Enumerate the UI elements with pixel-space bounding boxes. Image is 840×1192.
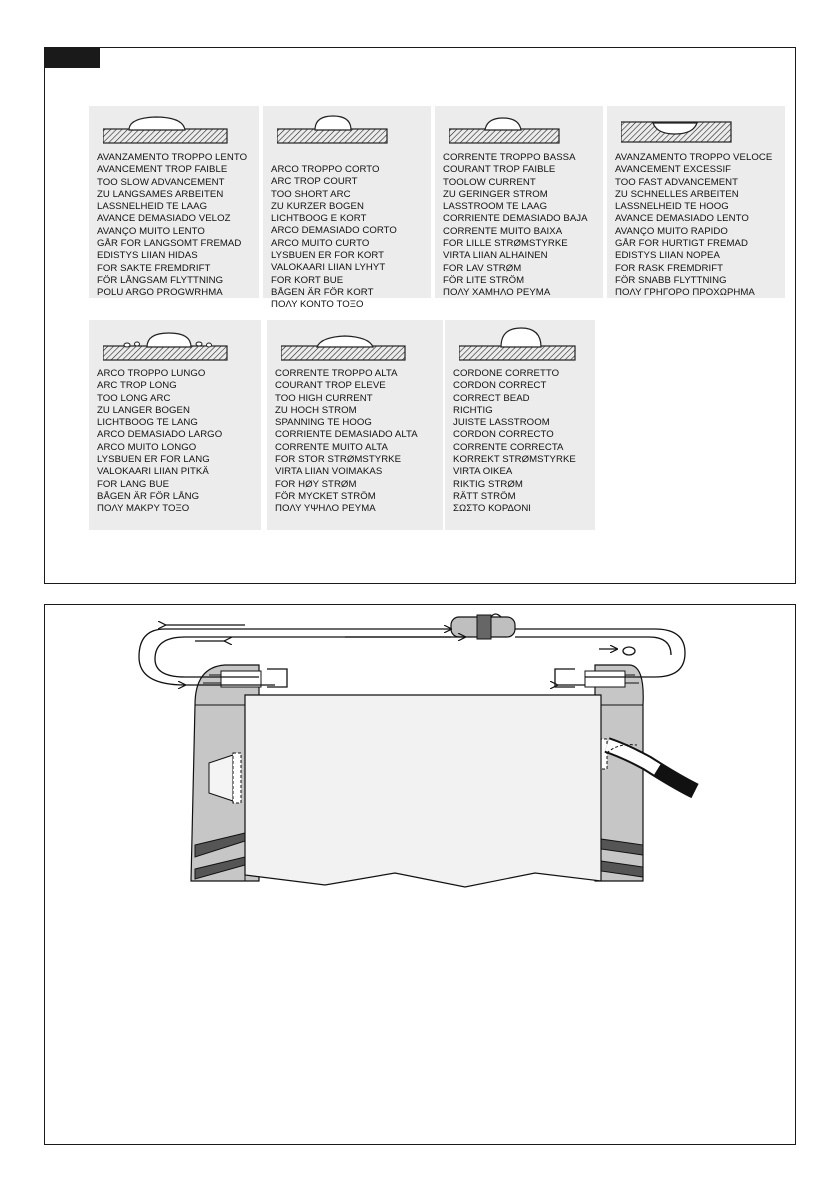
line: RICHTIG [453, 404, 493, 416]
line: LASSNELHEID TE HOOG [615, 201, 729, 213]
line: LYSBUEN ER FOR KORT [271, 250, 385, 262]
line: TOO SHORT ARC [271, 188, 351, 200]
text-lines [615, 152, 772, 300]
line: TOOLOW CURRENT [443, 176, 536, 188]
line: ARCO TROPPO CORTO [271, 164, 380, 175]
machine-front-panel [245, 695, 601, 887]
bead-fast-advancement-icon [621, 114, 751, 144]
line: TOO HIGH CURRENT [275, 392, 373, 404]
cable-clamp [451, 615, 515, 639]
line: AVANÇO MUITO LENTO [97, 225, 205, 237]
line: CORRENTE CORRECTA [453, 441, 564, 453]
line: COURANT TROP ELEVE [275, 380, 386, 392]
line: JUISTE LASSTROOM [453, 417, 550, 429]
line: VIRTA OIKEA [453, 466, 513, 478]
line: ZU SCHNELLES ARBEITEN [615, 188, 739, 200]
line: LICHTBOOG TE LANG [97, 417, 198, 429]
line: ARCO MUITO CURTO [271, 237, 370, 249]
line: FÖR SNABB FLYTTNING [615, 274, 727, 286]
line: ZU KURZER BOGEN [271, 200, 364, 212]
line: VIRTA LIIAN VOIMAKAS [275, 466, 383, 478]
card-slow-advancement [89, 106, 259, 298]
line: VALOKAARI LIIAN LYHYT [271, 262, 386, 274]
line: KORREKT STRØMSTYRKE [453, 454, 576, 466]
card-short-arc [263, 106, 431, 311]
card-fast-advancement [607, 106, 785, 298]
line: AVANZAMENTO TROPPO VELOCE [615, 152, 773, 163]
line: CORRIENTE DEMASIADO BAJA [443, 213, 588, 225]
line: FOR STOR STRØMSTYRKE [275, 454, 402, 466]
line: RIKTIG STRØM [453, 478, 523, 490]
bead-slow-advancement-icon [103, 114, 233, 144]
line: CORRENTE TROPPO ALTA [275, 368, 398, 379]
line: FOR HØY STRØM [275, 478, 357, 490]
card-low-current [435, 106, 603, 298]
card-correct-bead [445, 320, 595, 530]
line: FÖR MYCKET STRÖM [275, 490, 376, 502]
bead-long-arc-icon [103, 328, 243, 362]
text-lines [275, 368, 418, 516]
line: ARCO MUITO LONGO [97, 441, 197, 453]
line: CORDONE CORRETTO [453, 368, 560, 379]
line: CORRIENTE DEMASIADO ALTA [275, 429, 418, 441]
line: ZU HOCH STROM [275, 404, 357, 416]
line: BÅGEN ÄR FÖR KORT [271, 286, 374, 298]
text-lines [443, 152, 588, 300]
bead-high-current-icon [281, 328, 421, 362]
line: LICHTBOOG E KORT [271, 213, 367, 225]
line: CORRENTE TROPPO BASSA [443, 152, 576, 163]
line: FÖR LITE STRÖM [443, 274, 525, 286]
line: ΠΟΛΥ ΜΑΚΡΥ ΤΟΞΟ [97, 503, 190, 515]
line: FOR LILLE STRØMSTYRKE [443, 238, 568, 250]
line: ΠΟΛΥ ΚΟΝΤΟ ΤΟΞΟ [271, 299, 364, 311]
line: CORRENTE MUITO BAIXA [443, 225, 563, 237]
line: ΠΟΛΥ ΥΨΗΛΟ ΡΕΥΜΑ [275, 503, 376, 515]
line: FOR SAKTE FREMDRIFT [97, 262, 211, 274]
text-lines [453, 368, 576, 516]
line: CORDON CORRECTO [453, 429, 554, 441]
line: AVANCEMENT TROP FAIBLE [97, 164, 228, 176]
line: VALOKAARI LIIAN PITKÄ [97, 466, 209, 478]
line: VIRTA LIIAN ALHAINEN [443, 250, 548, 262]
line: ARCO DEMASIADO CORTO [271, 225, 397, 237]
machine-cable-diagram [45, 605, 795, 1143]
line: CORDON CORRECT [453, 380, 547, 392]
line: LASSTROOM TE LAAG [443, 201, 548, 213]
line: FÖR LÅNGSAM FLYTTNING [97, 274, 224, 286]
line: ZU LANGER BOGEN [97, 404, 190, 416]
card-high-current [267, 320, 443, 530]
line: FOR RASK FREMDRIFT [615, 262, 724, 274]
line: POLU ARGO PROGWRHMA [97, 287, 223, 299]
line: EDISTYS LIIAN HIDAS [97, 250, 198, 262]
line: ΣΩΣΤΟ ΚΟΡΔΟΝΙ [453, 503, 532, 515]
line: GÅR FOR LANGSOMT FREMAD [97, 238, 242, 250]
panel-tag [45, 48, 100, 68]
line: TOO FAST ADVANCEMENT [615, 176, 739, 188]
line: AVANZAMENTO TROPPO LENTO [97, 152, 248, 163]
cable-routing-panel [44, 604, 796, 1145]
line: FOR LAV STRØM [443, 262, 522, 274]
line: ARC TROP LONG [97, 380, 177, 392]
line: ARCO TROPPO LUNGO [97, 368, 206, 379]
bead-correct-icon [459, 324, 599, 364]
weld-bead-diagnosis-panel [44, 47, 796, 584]
text-lines [271, 164, 397, 312]
line: ARC TROP COURT [271, 176, 358, 188]
line: BÅGEN ÄR FÖR LÅNG [97, 490, 200, 502]
card-long-arc [89, 320, 261, 530]
line: GÅR FOR HURTIGT FREMAD [615, 238, 748, 250]
line: FOR LANG BUE [97, 478, 170, 490]
line: ΠΟΛΥ ΧΑΜΗΛΟ ΡΕΥΜΑ [443, 287, 551, 299]
line: CORRECT BEAD [453, 392, 530, 404]
line: AVANCE DEMASIADO LENTO [615, 213, 749, 225]
line: ZU GERINGER STROM [443, 188, 548, 200]
line: AVANCE DEMASIADO VELOZ [97, 213, 231, 225]
text-lines [97, 368, 222, 516]
line: AVANCEMENT EXCESSIF [615, 164, 732, 176]
line: EDISTYS LIIAN NOPEA [615, 250, 720, 262]
line: ARCO DEMASIADO LARGO [97, 429, 223, 441]
bead-short-arc-icon [277, 114, 407, 144]
line: ZU LANGSAMES ARBEITEN [97, 188, 224, 200]
line: TOO LONG ARC [97, 392, 171, 404]
bead-low-current-icon [449, 114, 579, 144]
line: FOR KORT BUE [271, 274, 344, 286]
line: SPANNING TE HOOG [275, 417, 372, 429]
line: RÄTT STRÖM [453, 490, 516, 502]
line: CORRENTE MUITO ALTA [275, 441, 388, 453]
line: LYSBUEN ER FOR LANG [97, 454, 210, 466]
line: COURANT TROP FAIBLE [443, 164, 556, 176]
text-lines [97, 152, 247, 300]
line: AVANÇO MUITO RAPIDO [615, 225, 728, 237]
line: ΠΟΛΥ ΓΡΗΓΟΡΟ ΠΡΟΧΩΡΗΜΑ [615, 287, 755, 299]
line: TOO SLOW ADVANCEMENT [97, 176, 225, 188]
line: LASSNELHEID TE LAAG [97, 201, 208, 213]
